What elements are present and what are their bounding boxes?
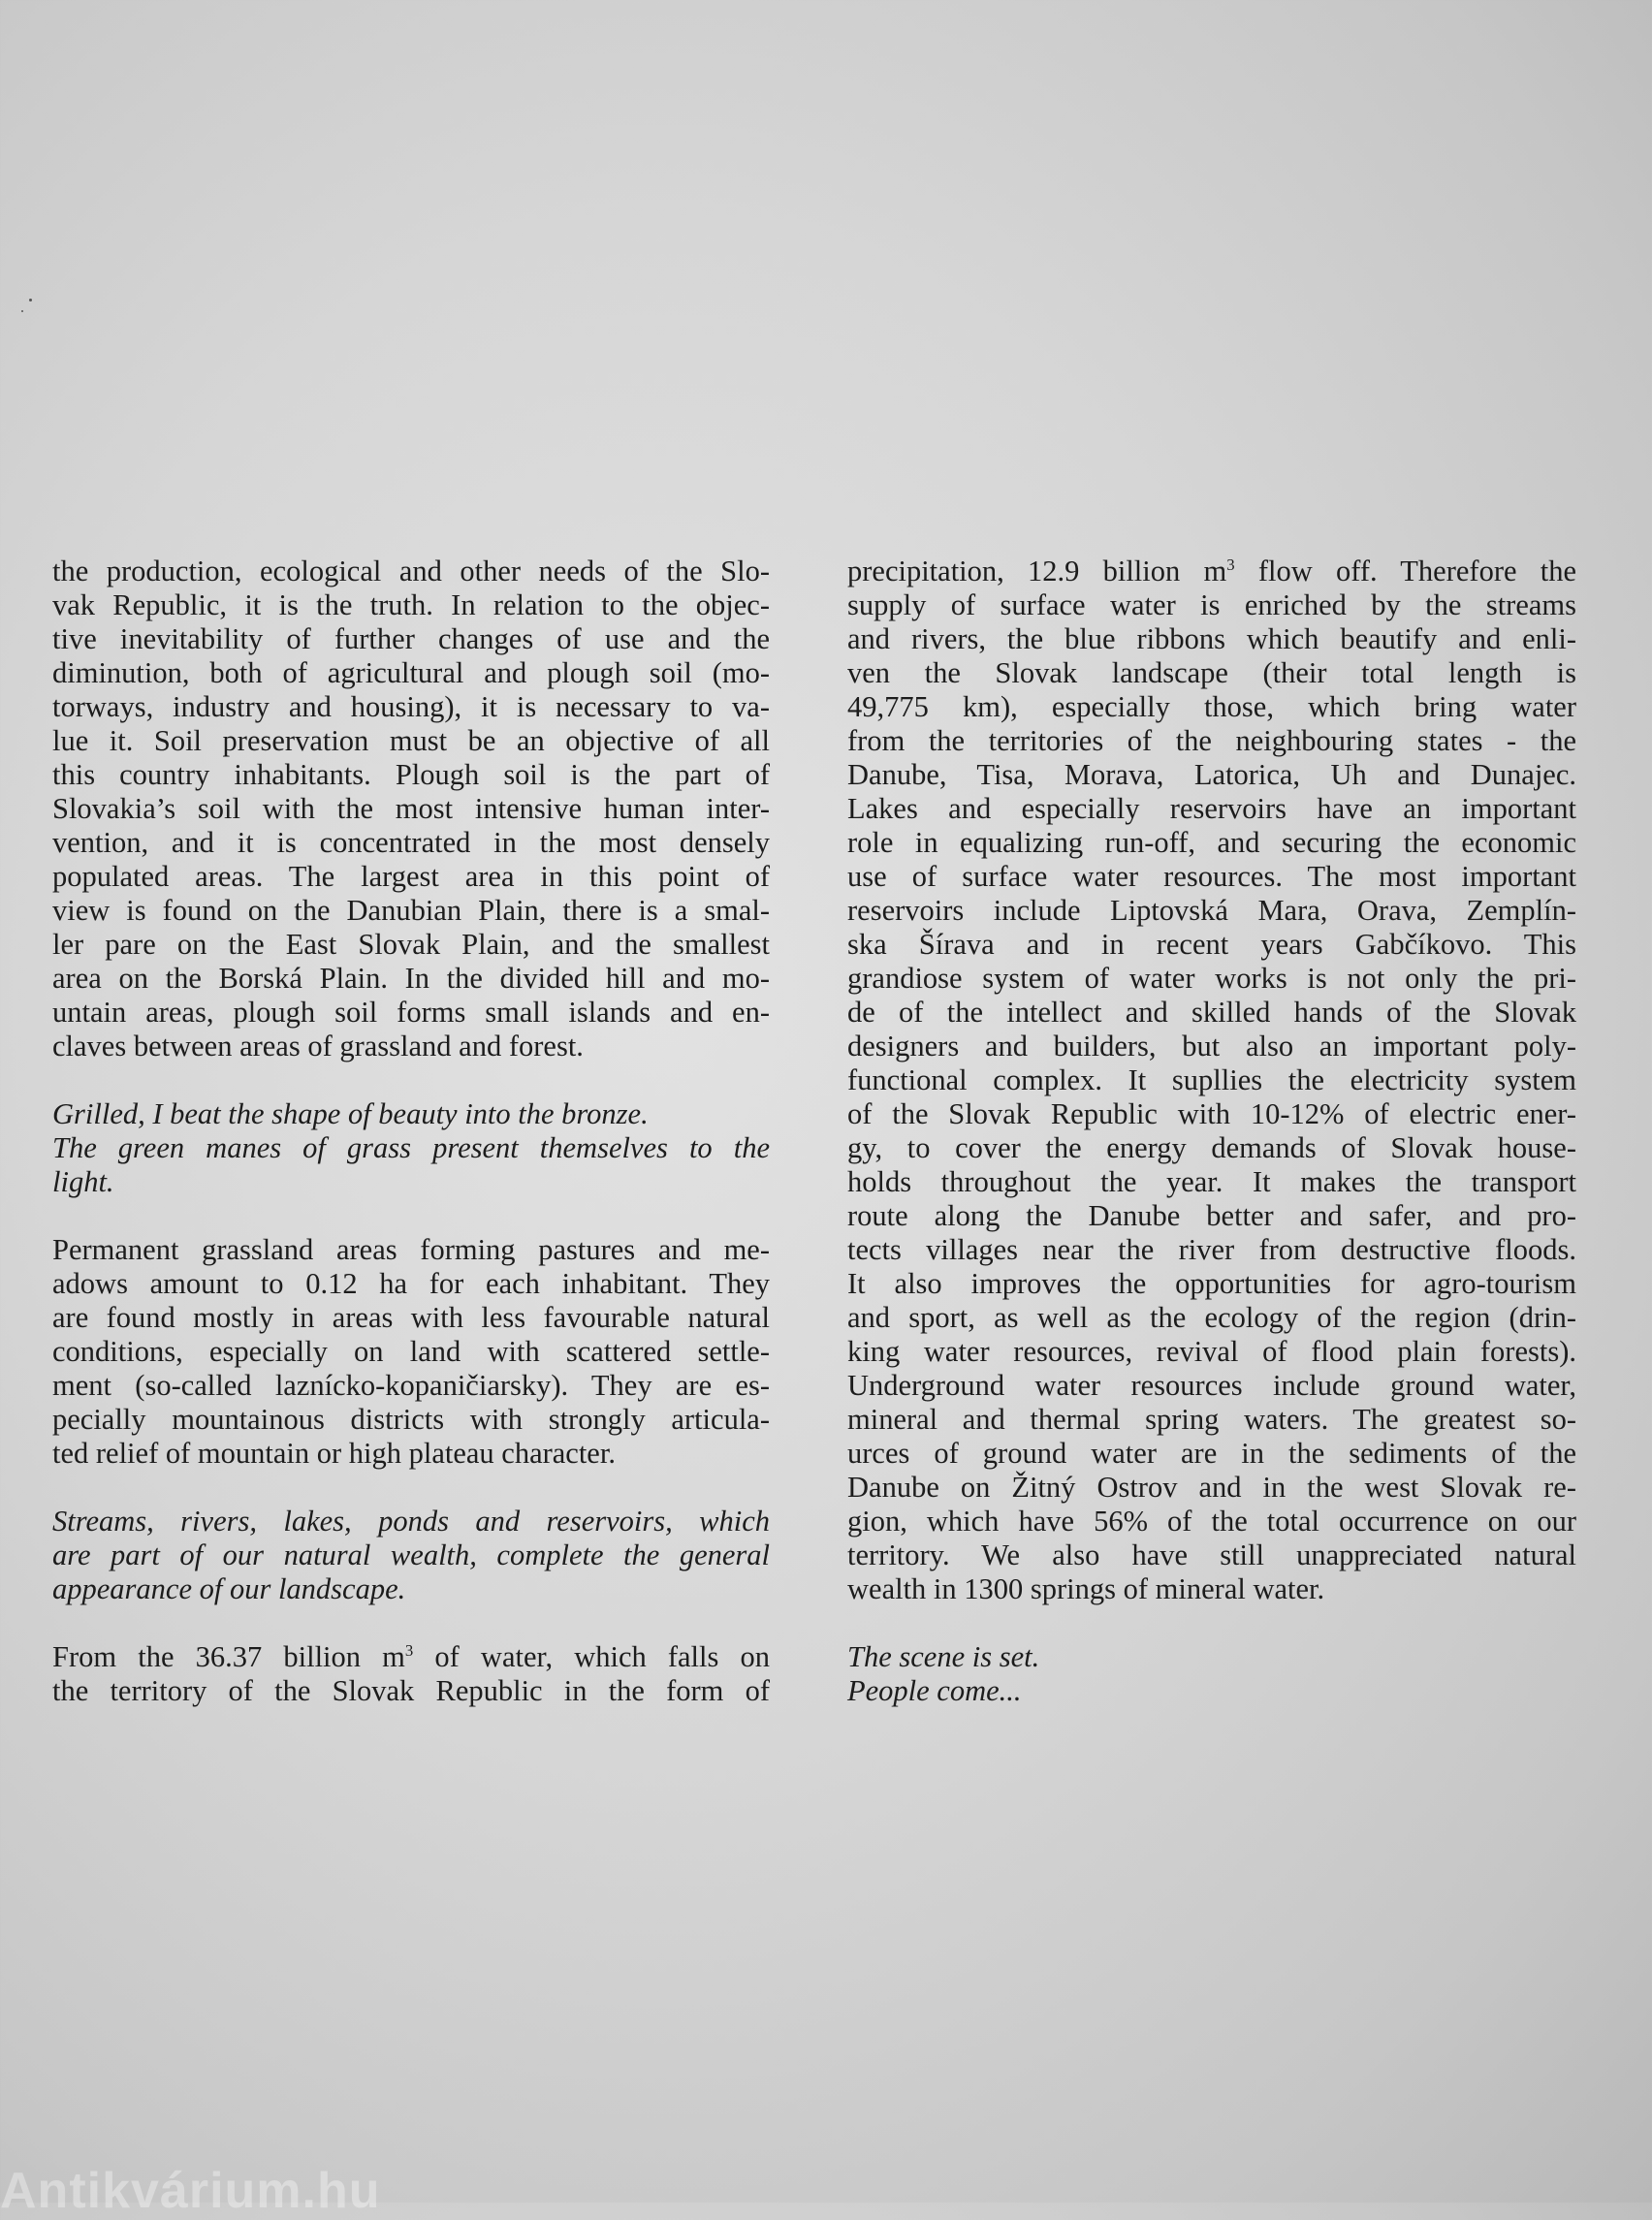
text-line: appearance of our landscape. bbox=[52, 1572, 406, 1605]
paragraph-grassland bbox=[52, 1233, 770, 1471]
text-line: lue it. Soil preservation must be an objective of all bbox=[52, 724, 770, 757]
text-line: Lakes and especially reservoirs have an important bbox=[847, 792, 1576, 825]
text-line: supply of surface water is enriched by the streams bbox=[847, 588, 1576, 621]
text-line: adows amount to 0.12 ha for each inhabitant. They bbox=[52, 1267, 770, 1300]
text-line: Danube on Žitný Ostrov and in the west Slovak re- bbox=[847, 1471, 1576, 1504]
text-line: The scene is set. bbox=[847, 1640, 1040, 1673]
text-line: view is found on the Danubian Plain, there is a smal- bbox=[52, 894, 770, 927]
dust-speck bbox=[29, 299, 32, 301]
text-line: Permanent grassland areas forming pastures and me- bbox=[52, 1233, 770, 1266]
superscript: 3 bbox=[404, 1640, 414, 1660]
text-line: untain areas, plough soil forms small islands and en- bbox=[52, 996, 770, 1029]
italic-verse-grass bbox=[52, 1097, 770, 1199]
text-line: Danube, Tisa, Morava, Latorica, Uh and Dunajec. bbox=[847, 758, 1576, 791]
text-line: grandiose system of water works is not only the pri- bbox=[847, 962, 1576, 995]
text-line: the production, ecological and other needs of the Slo- bbox=[52, 555, 770, 587]
text-line: tive inevitability of further changes of use and the bbox=[52, 622, 770, 655]
text-line: vention, and it is concentrated in the most densely bbox=[52, 826, 770, 859]
text-fragment: of water, which falls on bbox=[413, 1640, 770, 1673]
text-line: diminution, both of agricultural and plough soil (mo- bbox=[52, 656, 770, 689]
paragraph-water-start bbox=[52, 1640, 770, 1708]
text-line: mineral and thermal spring waters. The greatest so- bbox=[847, 1403, 1576, 1436]
right-column bbox=[847, 555, 1576, 1708]
text-line: are found mostly in areas with less favourable natural bbox=[52, 1301, 770, 1334]
text-line: area on the Borská Plain. In the divided hill and mo- bbox=[52, 962, 770, 995]
text-line: de of the intellect and skilled hands of the Slovak bbox=[847, 996, 1576, 1029]
text-line: this country inhabitants. Plough soil is the part of bbox=[52, 758, 770, 791]
italic-closing-verse bbox=[847, 1640, 1576, 1708]
paragraph-water-resources bbox=[847, 555, 1576, 1606]
text-line: gion, which have 56% of the total occurrence on our bbox=[847, 1505, 1576, 1538]
text-line: wealth in 1300 springs of mineral water. bbox=[847, 1572, 1325, 1605]
text-line: tects villages near the river from destructive floods. bbox=[847, 1233, 1576, 1266]
text-fragment: flow off. Therefore the bbox=[1234, 555, 1577, 587]
text-line: king water resources, revival of flood plain forests). bbox=[847, 1335, 1576, 1368]
watermark: Antikvárium.hu bbox=[0, 2163, 381, 2219]
text-line: ment (so-called laznícko-kopaničiarsky). They are es- bbox=[52, 1369, 770, 1402]
text-line: Underground water resources include ground water, bbox=[847, 1369, 1576, 1402]
text-line: route along the Danube better and safer, and pro- bbox=[847, 1199, 1576, 1232]
text-fragment: precipitation, 12.9 billion m bbox=[847, 555, 1227, 587]
left-column bbox=[52, 555, 770, 1708]
text-line: role in equalizing run-off, and securing the economic bbox=[847, 826, 1576, 859]
text-line bbox=[847, 555, 1576, 588]
italic-verse-streams bbox=[52, 1505, 770, 1606]
text-line: use of surface water resources. The most important bbox=[847, 860, 1576, 893]
text-line: conditions, especially on land with scattered settle- bbox=[52, 1335, 770, 1368]
text-line bbox=[52, 1640, 770, 1674]
text-line: gy, to cover the energy demands of Slovak house- bbox=[847, 1131, 1576, 1164]
text-line: the territory of the Slovak Republic in the form of bbox=[52, 1674, 770, 1707]
paragraph-plough-soil bbox=[52, 555, 770, 1063]
superscript: 3 bbox=[1226, 555, 1235, 574]
text-line: claves between areas of grassland and forest. bbox=[52, 1030, 584, 1062]
text-line: holds throughout the year. It makes the transport bbox=[847, 1165, 1576, 1198]
text-fragment: From the 36.37 billion m bbox=[52, 1640, 405, 1673]
text-line: It also improves the opportunities for agro-tourism bbox=[847, 1267, 1576, 1300]
text-line: The green manes of grass present themselves to the bbox=[52, 1131, 770, 1164]
text-line: territory. We also have still unappreciated natural bbox=[847, 1538, 1576, 1571]
text-line: Grilled, I beat the shape of beauty into the bronze. bbox=[52, 1097, 649, 1130]
text-line: ted relief of mountain or high plateau character. bbox=[52, 1437, 616, 1470]
text-line: ska Šírava and in recent years Gabčíkovo. This bbox=[847, 928, 1576, 961]
text-line: of the Slovak Republic with 10-12% of electric ener- bbox=[847, 1097, 1576, 1130]
text-line: populated areas. The largest area in this point of bbox=[52, 860, 770, 893]
text-line: designers and builders, but also an important poly- bbox=[847, 1030, 1576, 1062]
dust-speck bbox=[21, 310, 23, 312]
text-line: functional complex. It supllies the electricity system bbox=[847, 1063, 1576, 1096]
text-line: ler pare on the East Slovak Plain, and the smallest bbox=[52, 928, 770, 961]
text-line: are part of our natural wealth, complete the general bbox=[52, 1538, 770, 1571]
text-line: reservoirs include Liptovská Mara, Orava, Zemplín- bbox=[847, 894, 1576, 927]
text-line: torways, industry and housing), it is necessary to va- bbox=[52, 690, 770, 723]
text-line: and rivers, the blue ribbons which beautify and enli- bbox=[847, 622, 1576, 655]
text-line: Slovakia’s soil with the most intensive human inter- bbox=[52, 792, 770, 825]
text-line: People come... bbox=[847, 1674, 1022, 1707]
text-line: light. bbox=[52, 1165, 114, 1198]
text-line: and sport, as well as the ecology of the region (drin- bbox=[847, 1301, 1576, 1334]
text-line: ven the Slovak landscape (their total length is bbox=[847, 656, 1576, 689]
text-line: 49,775 km), especially those, which bring water bbox=[847, 690, 1576, 723]
text-line: from the territories of the neighbouring states - the bbox=[847, 724, 1576, 757]
text-line: pecially mountainous districts with strongly articula- bbox=[52, 1403, 770, 1436]
text-line: urces of ground water are in the sediments of the bbox=[847, 1437, 1576, 1470]
text-line: vak Republic, it is the truth. In relation to the objec- bbox=[52, 588, 770, 621]
text-line: Streams, rivers, lakes, ponds and reservoirs, which bbox=[52, 1505, 770, 1538]
